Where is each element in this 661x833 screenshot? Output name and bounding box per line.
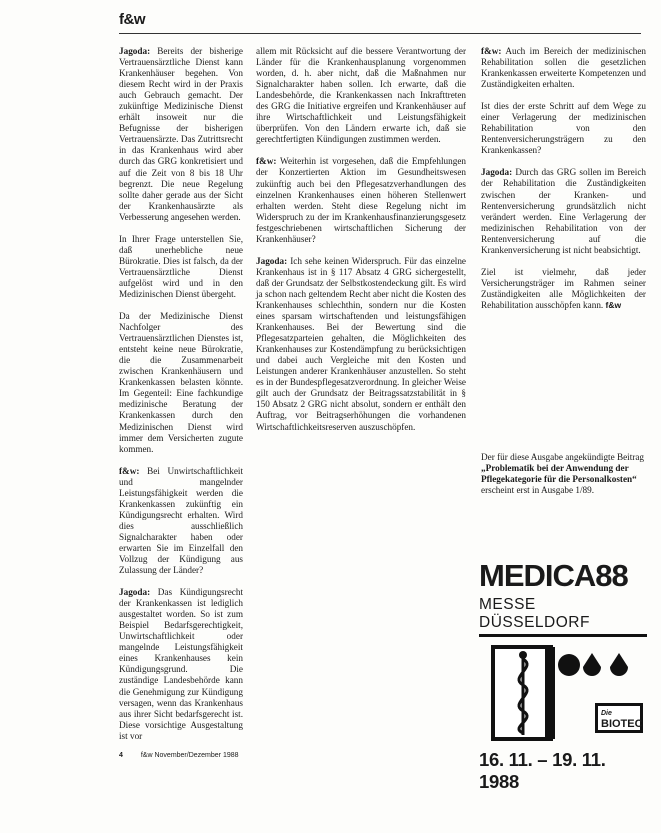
paragraph (119, 587, 243, 742)
biotec-badge-small: Die (601, 710, 612, 717)
paragraph (119, 234, 243, 300)
ad-subtitle: MESSE DÜSSELDORF (479, 596, 647, 637)
column-2 (256, 46, 466, 444)
column-3 (481, 46, 646, 322)
paragraph-text: In Ihrer Frage unterstellen Sie, daß unerhebliche neue Bürokratie. Dies ist falsch, da der Vertrauensärztliche Dienst aufgelöst wird und in den Medizinischen Dienst übergeht. (119, 233, 243, 299)
paragraph-text: Ist dies der erste Schritt auf dem Wege zu einer Verlagerung der medizinischen Rehabilitation von den Rentenversicherungsträgern zu den Krankenkassen? (481, 101, 646, 156)
paragraph (481, 167, 646, 255)
medica-advertisement (479, 558, 647, 792)
issue-line: f&w November/Dezember 1988 (140, 752, 239, 759)
paragraph-text: Auch im Bereich der medizinischen Rehabilitation sollen die gesetzlichen Krankenkassen erweiterte Kompetenzen und Zuständigkeiten erhalten. (481, 46, 646, 90)
paragraph (256, 46, 466, 145)
paragraph (256, 156, 466, 244)
paragraph (481, 46, 646, 90)
speaker-label: Jagoda: (481, 167, 513, 178)
speaker-label: f&w: (119, 465, 140, 476)
notice-text-2: erscheint erst in Ausgabe 1/89. (481, 485, 595, 495)
speaker-label: Jagoda: (256, 255, 288, 266)
editorial-notice (481, 452, 646, 496)
paragraph (481, 267, 646, 311)
speaker-label: Jagoda: (119, 587, 151, 598)
biotec-badge-label: BIOTEC (601, 718, 643, 730)
speaker-label: Jagoda: (119, 46, 151, 56)
paragraph (256, 256, 466, 433)
speaker-label: f&w: (481, 46, 502, 56)
paragraph-text: Das Kündigungsrecht der Krankenkassen ist lediglich ausgestaltet worden. So ist zum Beispiel Bedarfsgerechtigkeit, Unwirtschaftlichkeit oder mangelnde Leistungsfähigkeit eines Krankenhauses kein Kündigungsgrund. Die zuständige Landesbehörde kann die Genehmigung zur Kündigung versagen, wenn das Krankenhaus aus ihrer Sicht bedarfsgerecht ist. Diese vorsichtige Ausgestaltung ist vor (119, 587, 243, 741)
ad-dates: 16. 11. – 19. 11. 1988 (479, 749, 606, 792)
paragraph-text: Durch das GRG sollen im Bereich der Rehabilitation die Zuständigkeiten zwischen der Kranken- und Rentenversicherung grundsätzlich nicht verändert werden. Eine Verlagerung der medizinischen Rehabilitation von der Rentenversicherung auf die Krankenversicherung ist nicht beabsichtigt. (481, 167, 646, 255)
notice-text-1: Der für diese Ausgabe angekündigte Beitrag (481, 452, 645, 462)
paragraph-text: Ich sehe keinen Widerspruch. Für das einzelne Krankenhaus ist in § 117 Absatz 4 GRG sichergestellt, daß der Grundsatz der Selbstkostendeckung gilt. Es wird ja schon nach geltendem Recht aber nicht die Kosten des Krankenhauses schlechthin, sondern nur die Kosten eines sparsam wirtschaftenden und leistungsfähigen Krankenhauses. Bei der Bewertung sind die Pflegesatzparteien gehalten, die Möglichkeiten des Krankenhauses zur Kostendämpfung zu berücksichtigen und dabei auch Vergleiche mit den Kosten und Leistungen anderer Krankenhäuser anzustellen. So steht es in der Bundespflegesatzverordnung. In gleicher Weise gilt auch der Grundsatz der Beitragssatzstabilität in § 150 Absatz 2 GRG nicht absolut, sondern er enthält den Auftrag, vor Beitragserhöhungen die vorhandenen Wirtschaftlichkeitsreserven auszuschöpfen. (256, 255, 467, 432)
page-number: 4 (119, 752, 123, 759)
journal-logo: f&w (119, 11, 145, 28)
end-mark: f&w (605, 299, 622, 310)
paragraph (119, 311, 243, 455)
paragraph (481, 101, 646, 156)
ad-title: MEDICA88 (479, 558, 628, 593)
notice-title: „Problematik bei der Anwendung der Pflegekategorie für die Personalkosten“ (481, 463, 637, 484)
paragraph-text: allem mit Rücksicht auf die bessere Verantwortung der Länder für die Krankenhausplanung vorgenommen worden, d. h. aber nicht, daß die Maßnahmen nur Signalcharakter haben sollen. Ich erwarte, daß die Landesbehörde, die Krankenkassen nach Inkrafttreten des GRG die Initiative ergreifen und Krankenhäuser auf ihre Wirtschaftlichkeit und Leistungsfähigkeit überprüfen. Von den Ländern erwarte ich, daß sie gerechtfertigten Kündigungen zustimmen werden. (256, 46, 466, 145)
speaker-label: f&w: (256, 156, 277, 167)
paragraph-text: Ziel ist vielmehr, daß jeder Versicherungsträger im Rahmen seiner Zuständigkeiten alle Möglichkeiten der Rehabilitation ausschöpfen kann. (481, 266, 646, 310)
header-rule (119, 33, 641, 34)
paragraph (119, 46, 243, 223)
paragraph-text: Bei Unwirtschaftlichkeit und mangelnder Leistungsfähigkeit werden die Krankenkassen zukünftig ein Kündigungsrecht erhalten. Wird dies ausschließlich Signalcharakter haben oder erwarten Sie im Einzelfall den Vollzug der Kündigung aus Zulassung der Länder? (119, 465, 244, 576)
paragraph-text: Weiterhin ist vorgesehen, daß die Empfehlungen der Konzertierten Aktion im Gesundheitswesen zukünftig auch bei den Pflegesatzverhandlungen des einzelnen Krankenhauses einen höheren Stellenwert erhalten werden. Steht diese Regelung nicht im Widerspruch zu der im Krankenhausfinanzierungsgesetz festgeschriebenen wirtschaftlichen Sicherung der Krankenhäuser? (256, 156, 466, 244)
biotec-badge (595, 703, 643, 733)
column-1 (119, 46, 243, 753)
page-footer (119, 752, 239, 759)
paragraph (119, 466, 243, 576)
paragraph-text: Bereits der bisherige Vertrauensärztliche Dienst kann Krankenhäuser begehen. Von diesem Recht wird in der Praxis auch Gebrauch gemacht. Der zukünftige Medizinische Dienst erhält insoweit nur die Befugnisse der bisherigen Vertrauensärzte. Das Zutrittsrecht in das Krankenhaus wird aber durch das GRG konkretisiert und auf die Zeit von 8 bis 18 Uhr begrenzt. Die neue Regelung sollte daher gerade aus der Sicht der Krankenhausärzte als Verbesserung angesehen werden. (119, 46, 243, 222)
paragraph-text: Da der Medizinische Dienst Nachfolger des Vertrauensärztlichen Dienstes ist, entsteht keine neue Bürokratie, die die Zusammenarbeit zwischen Krankenhäusern und Krankenkassen belasten könnte. Im Gegenteil: Eine fachkundige medizinische Beratung der Krankenkassen durch den Medizinischen Dienst wird immer dem Versicherten zugute kommen. (119, 311, 243, 454)
ad-emblem (479, 645, 647, 745)
